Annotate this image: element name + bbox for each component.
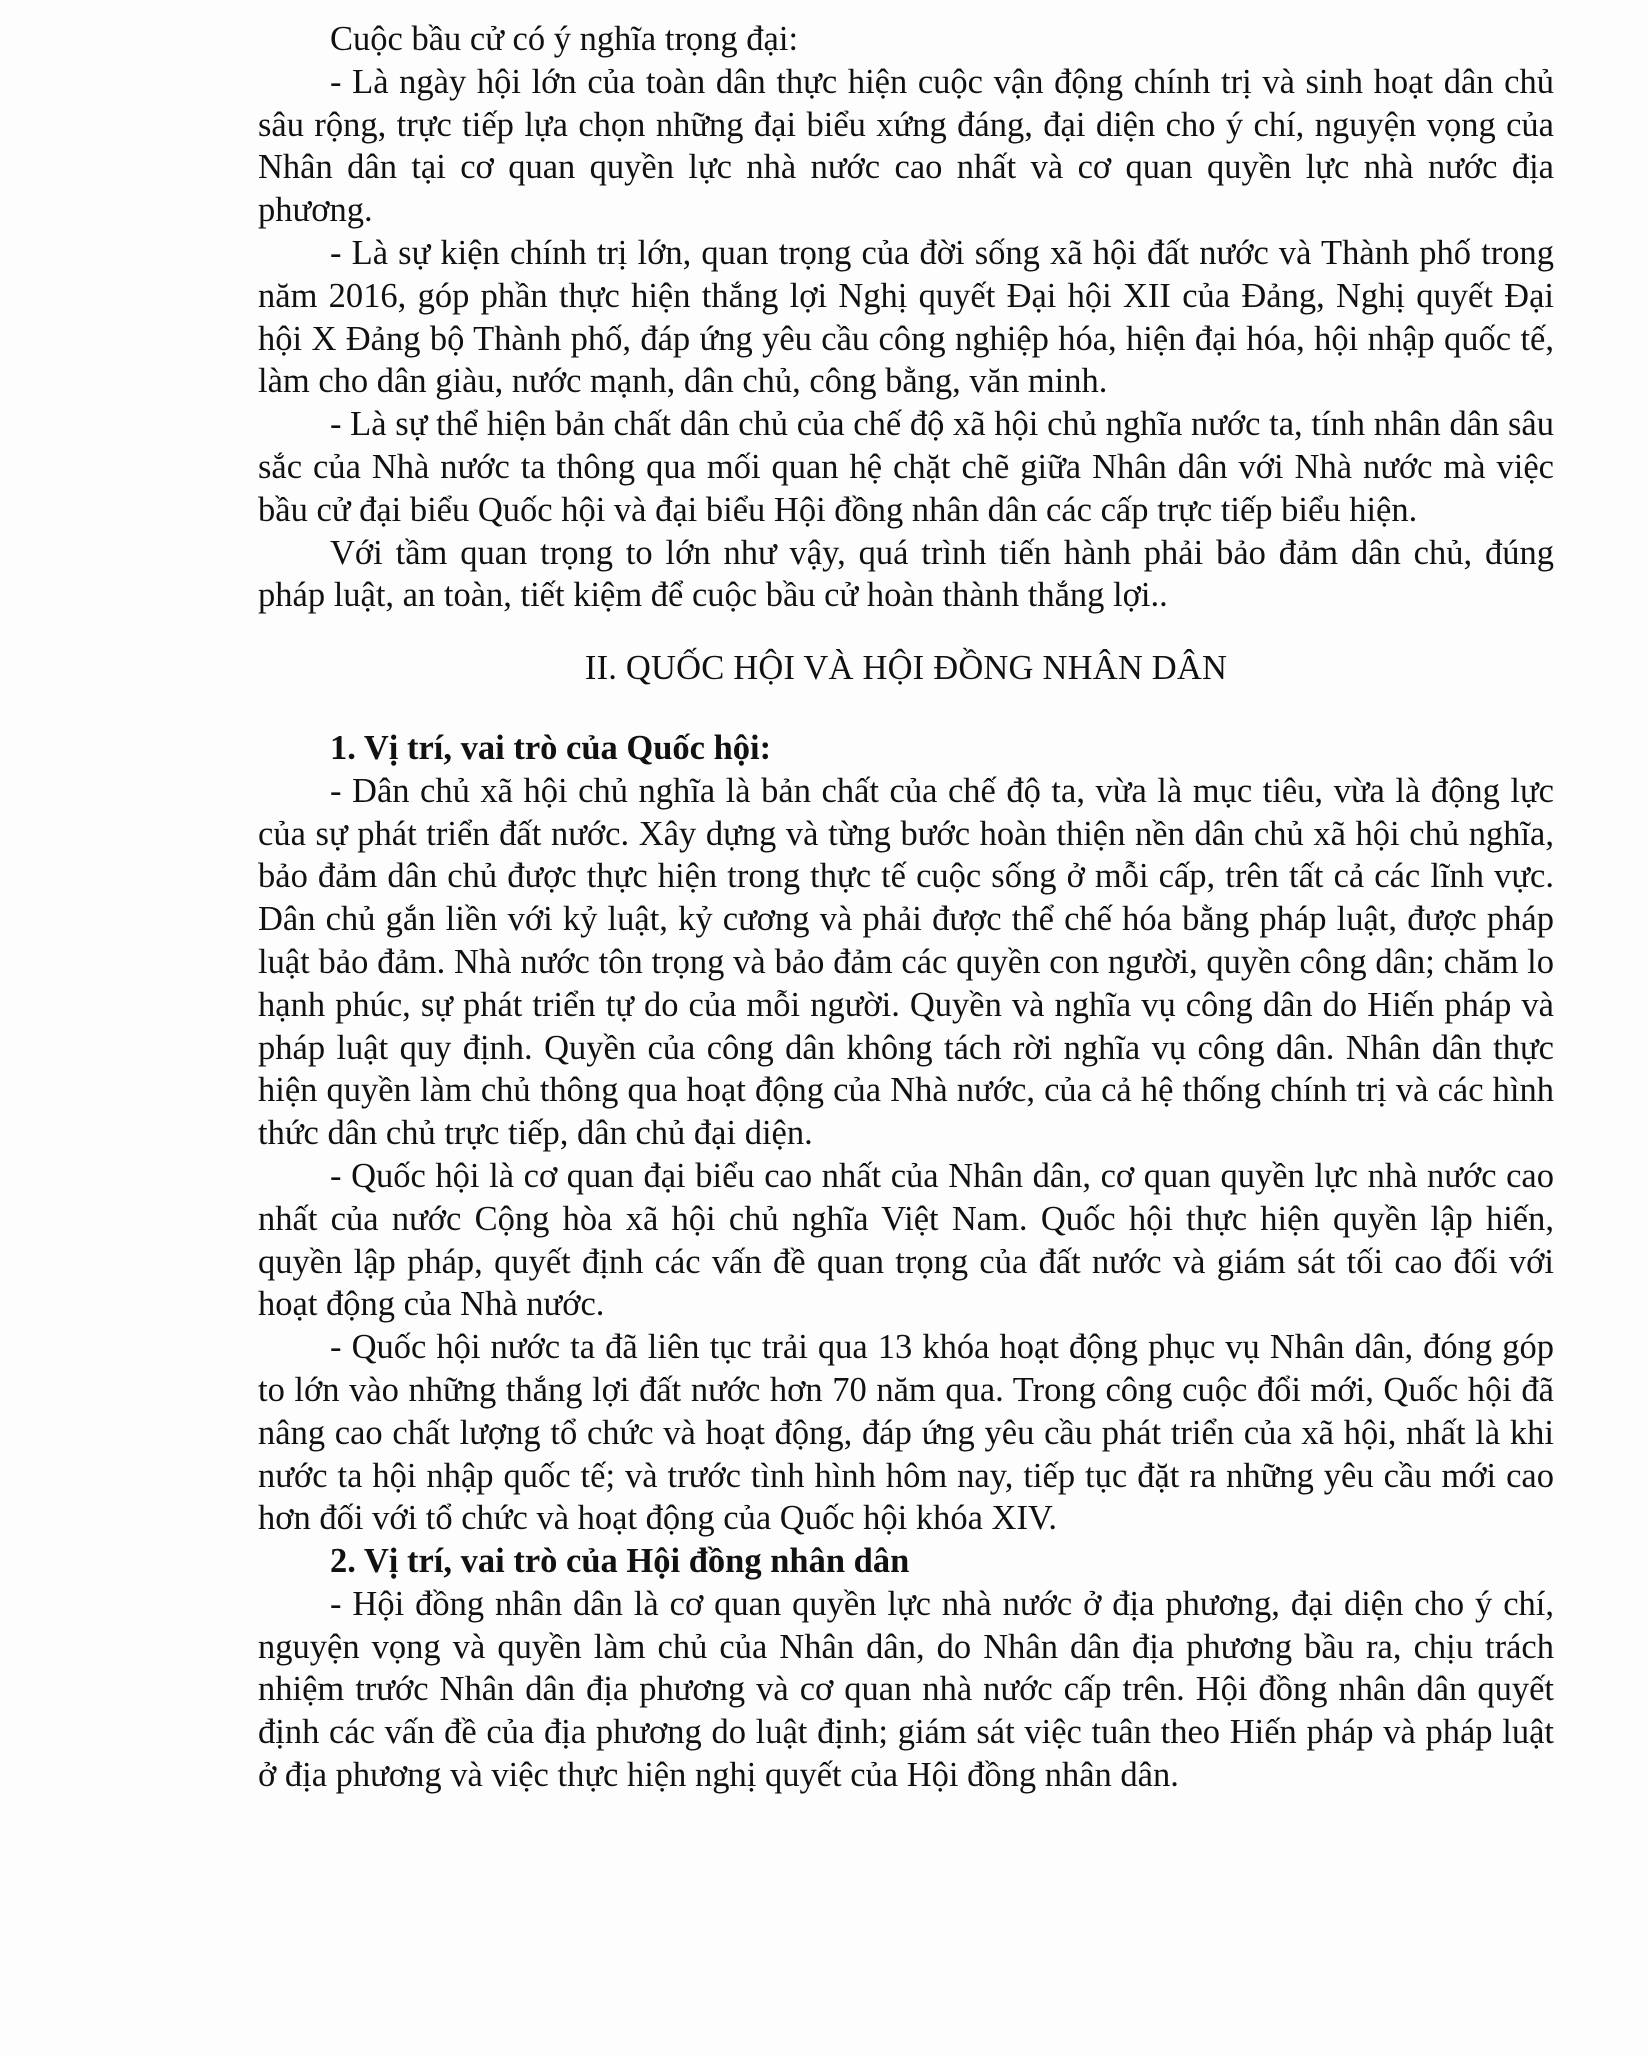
intro-bullet-1: - Là ngày hội lớn của toàn dân thực hiện cuộc vận động chính trị và sinh hoạt dân chủ sâu rộng, trực tiếp lựa chọn những đại biểu xứng đáng, đại diện cho ý chí, nguyện vọng của Nhân dân tại cơ quan quyền lực nhà nước cao nhất và cơ quan quyền lực nhà nước địa phương. [258, 62, 1554, 230]
national-assembly-paragraph-1: - Dân chủ xã hội chủ nghĩa là bản chất của chế độ ta, vừa là mục tiêu, vừa là động lực của sự phát triển đất nước. Xây dựng và từng bước hoàn thiện nền dân chủ xã hội chủ nghĩa, bảo đảm dân chủ được thực hiện trong thực tế cuộc sống ở mỗi cấp, trên tất cả các lĩnh vực. Dân chủ gắn liền với kỷ luật, kỷ cương và phải được thể chế hóa bằng pháp luật, được pháp luật bảo đảm. Nhà nước tôn trọng và bảo đảm các quyền con người, quyền công dân; chăm lo hạnh phúc, sự phát triển tự do của mỗi người. Quyền và nghĩa vụ công dân do Hiến pháp và pháp luật quy định. Quyền của công dân không tách rời nghĩa vụ công dân. Nhân dân thực hiện quyền làm chủ thông qua hoạt động của Nhà nước, của cả hệ thống chính trị và các hình thức dân chủ trực tiếp, dân chủ đại diện. [258, 771, 1554, 1153]
subheading-national-assembly: 1. Vị trí, vai trò của Quốc hội: [330, 728, 772, 767]
section-heading: II. QUỐC HỘI VÀ HỘI ĐỒNG NHÂN DÂN [584, 649, 1228, 688]
national-assembly-paragraph-3: - Quốc hội nước ta đã liên tục trải qua 13 khóa hoạt động phục vụ Nhân dân, đóng góp to lớn vào những thắng lợi đất nước hơn 70 năm qua. Trong công cuộc đổi mới, Quốc hội đã nâng cao chất lượng tổ chức và hoạt động, đáp ứng yêu cầu phát triển của xã hội, nhất là khi nước ta hội nhập quốc tế; và trước tình hình hôm nay, tiếp tục đặt ra những yêu cầu mới cao hơn đối với tổ chức và hoạt động của Quốc hội khóa XIV. [258, 1328, 1554, 1538]
intro-closing: Với tầm quan trọng to lớn như vậy, quá trình tiến hành phải bảo đảm dân chủ, đúng pháp luật, an toàn, tiết kiệm để cuộc bầu cử hoàn thành thắng lợi.. [258, 533, 1554, 615]
intro-bullet-2: - Là sự kiện chính trị lớn, quan trọng của đời sống xã hội đất nước và Thành phố trong năm 2016, góp phần thực hiện thắng lợi Nghị quyết Đại hội XII của Đảng, Nghị quyết Đại hội X Đảng bộ Thành phố, đáp ứng yêu cầu công nghiệp hóa, hiện đại hóa, hội nhập quốc tế, làm cho dân giàu, nước mạnh, dân chủ, công bằng, văn minh. [258, 233, 1554, 401]
national-assembly-paragraph-2: - Quốc hội là cơ quan đại biểu cao nhất của Nhân dân, cơ quan quyền lực nhà nước cao nhất của nước Cộng hòa xã hội chủ nghĩa Việt Nam. Quốc hội thực hiện quyền lập hiến, quyền lập pháp, quyết định các vấn đề quan trọng của đất nước và giám sát tối cao đối với hoạt động của Nhà nước. [258, 1156, 1554, 1324]
peoples-council-paragraph-1: - Hội đồng nhân dân là cơ quan quyền lực nhà nước ở địa phương, đại diện cho ý chí, nguyện vọng và quyền làm chủ của Nhân dân, do Nhân dân địa phương bầu ra, chịu trách nhiệm trước Nhân dân địa phương và cơ quan nhà nước cấp trên. Hội đồng nhân dân quyết định các vấn đề của địa phương do luật định; giám sát việc tuân theo Hiến pháp và pháp luật ở địa phương và việc thực hiện nghị quyết của Hội đồng nhân dân. [258, 1584, 1554, 1795]
intro-bullet-3: - Là sự thể hiện bản chất dân chủ của chế độ xã hội chủ nghĩa nước ta, tính nhân dân sâu sắc của Nhà nước ta thông qua mối quan hệ chặt chẽ giữa Nhân dân với Nhà nước mà việc bầu cử đại biểu Quốc hội và đại biểu Hội đồng nhân dân các cấp trực tiếp biểu hiện. [258, 405, 1554, 529]
intro-lead: Cuộc bầu cử có ý nghĩa trọng đại: [330, 20, 799, 58]
subheading-peoples-council: 2. Vị trí, vai trò của Hội đồng nhân dân [330, 1542, 910, 1581]
document-body [258, 18, 1554, 1797]
